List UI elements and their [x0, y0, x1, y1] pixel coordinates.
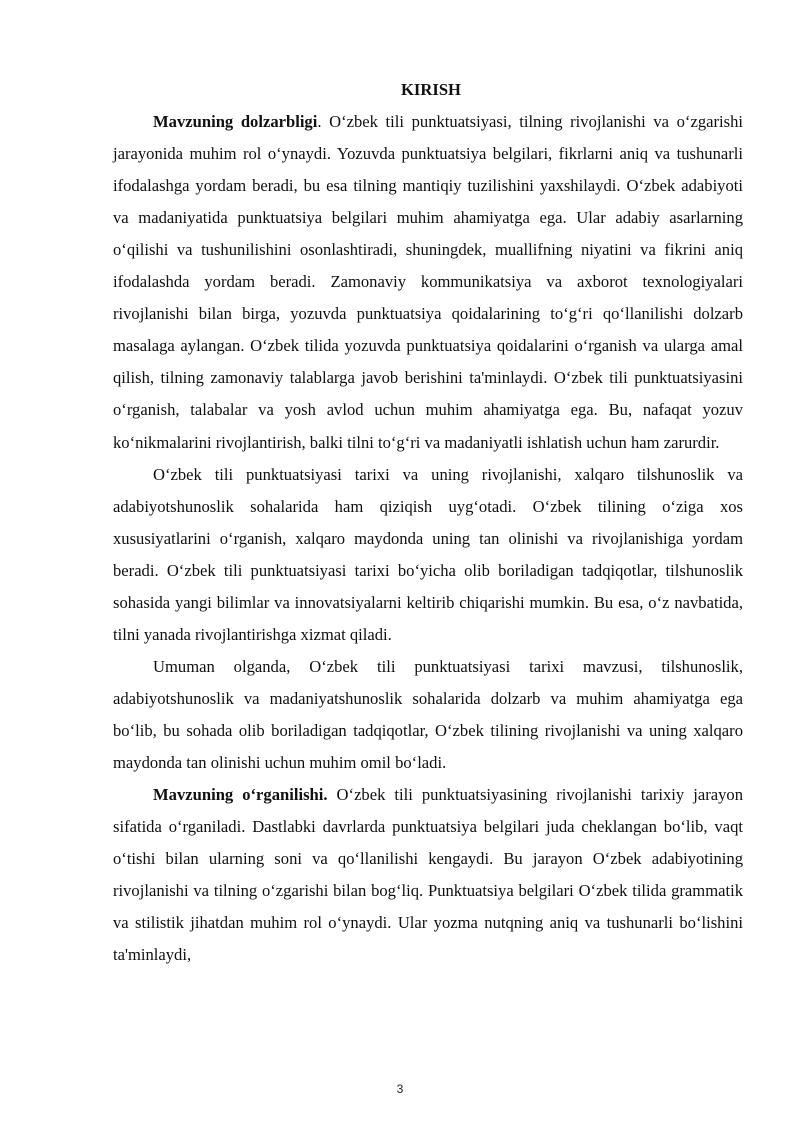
paragraph-text: . O‘zbek tili punktuatsiyasi, tilning rivojlanishi va o‘zgarishi jarayonida muhim rol o‘ynaydi. Yozuvda punktuatsiya belgilari, fikrlarni aniq va tushunarli ifodalashga yordam beradi, bu esa tilning mantiqiy tuzilishini yaxshilaydi. O‘zbek adabiyoti va madaniyatida punktuatsiya belgilari muhim ahamiyatga ega. Ular adabiy asarlarning o‘qilishi va tushunilishini osonlashtiradi, shuningdek, muallifning niyatini va fikrini aniq ifodalashda yordam beradi. Zamonaviy kommunikatsiya va axborot texnologiyalari rivojlanishi bilan birga, yozuvda punktuatsiya qoidalarining to‘g‘ri qo‘llanilishi dolzarb masalaga aylangan. O‘zbek tilida yozuvda punktuatsiya qoidalarini o‘rganish va ularga amal qilish, tilning zamonaviy talablarga javob berishini ta'minlaydi. O‘zbek tili punktuatsiyasini o‘rganish, talabalar va yosh avlod uchun muhim ahamiyatga ega. Bu, nafaqat yozuv ko‘nikmalarini rivojlantirish, balki tilni to‘g‘ri va madaniyatli ishlatish uchun ham zarurdir. [113, 112, 743, 452]
paragraph-text: Umuman olganda, O‘zbek tili punktuatsiyasi tarixi mavzusi, tilshunoslik, adabiyotshunoslik va madaniyatshunoslik sohalarida dolzarb va muhim ahamiyatga ega bo‘lib, bu sohada olib boriladigan tadqiqotlar, O‘zbek tilining rivojlanishi va uning xalqaro maydonda tan olinishi uchun muhim omil bo‘ladi. [113, 656, 743, 772]
section-title: KIRISH [401, 80, 461, 99]
paragraph-study [113, 779, 743, 971]
document-body [113, 74, 743, 971]
paragraph-relevance [113, 106, 743, 459]
paragraph-lead: Mavzuning o‘rganilishi. [153, 785, 328, 805]
page-number: 3 [396, 1082, 404, 1096]
paragraph-text: O‘zbek tili punktuatsiyasining rivojlanishi tarixiy jarayon sifatida o‘rganiladi. Dastlabki davrlarda punktuatsiya belgilari juda cheklangan bo‘lib, vaqt o‘tishi bilan ularning soni va qo‘llanilishi kengaydi. Bu jarayon O‘zbek adabiyotining rivojlanishi va tilning o‘zgarishi bilan bog‘liq. Punktuatsiya belgilari O‘zbek tilida grammatik va stilistik jihatdan muhim rol o‘ynaydi. Ular yozma nutqning aniq va tushunarli bo‘lishini ta'minlaydi, [113, 785, 743, 965]
paragraph-text: O‘zbek tili punktuatsiyasi tarixi va uning rivojlanishi, xalqaro tilshunoslik va adabiyotshunoslik sohalarida ham qiziqish uyg‘otadi. O‘zbek tilining o‘ziga xos xususiyatlarini o‘rganish, xalqaro maydonda uning tan olinishi va rivojlanishiga yordam beradi. O‘zbek tili punktuatsiyasi tarixi bo‘yicha olib boriladigan tadqiqotlar, tilshunoslik sohasida yangi bilimlar va innovatsiyalarni keltirib chiqarishi mumkin. Bu esa, o‘z navbatida, tilni yanada rivojlantirishga xizmat qiladi. [113, 464, 743, 644]
paragraph-summary [113, 651, 743, 779]
paragraph-lead: Mavzuning dolzarbligi [153, 112, 318, 132]
paragraph-history [113, 459, 743, 651]
